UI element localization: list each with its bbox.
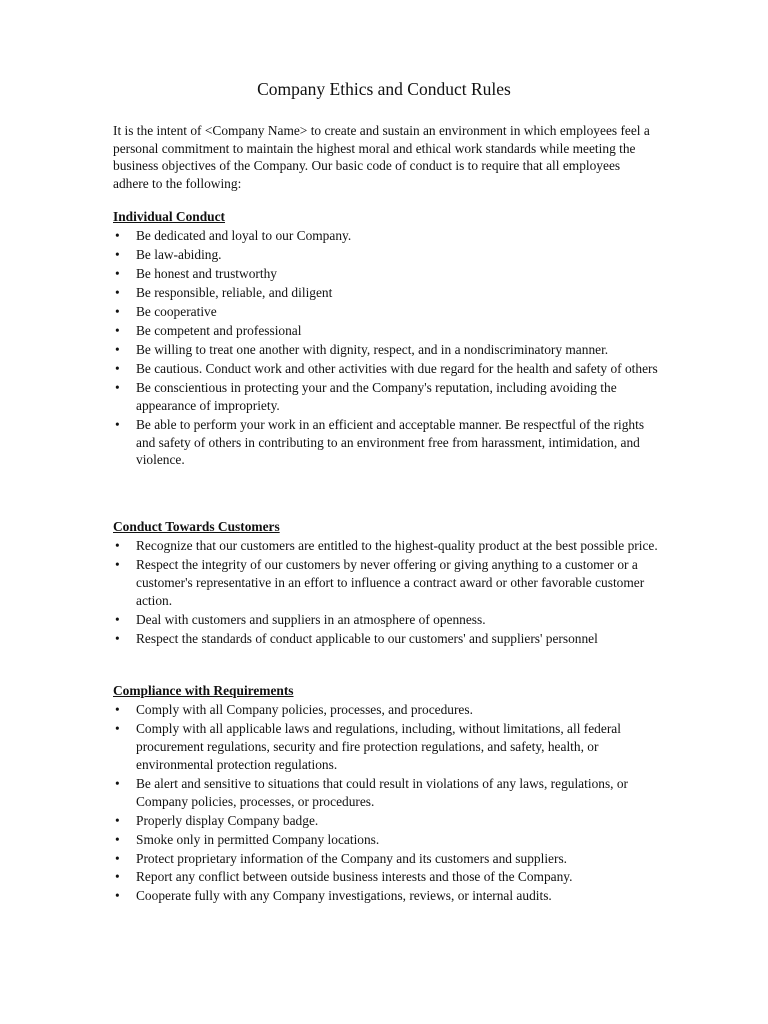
list-item: • Be competent and professional	[113, 322, 658, 340]
list-item: • Be cooperative	[113, 303, 658, 321]
intro-paragraph: It is the intent of <Company Name> to create and sustain an environment in which employees feel a personal commitment to maintain the highest moral and ethical work standards while meeting the business objectives of the Company. Our basic code of conduct is to require that all employees adhere to the following:	[113, 123, 650, 191]
list-item: • Report any conflict between outside business interests and those of the Company.	[113, 868, 658, 886]
list-item: • Smoke only in permitted Company locations.	[113, 831, 658, 849]
list-item: • Be conscientious in protecting your and the Company's reputation, including avoiding the appearance of impropriety.	[113, 379, 658, 415]
list-item: • Comply with all applicable laws and regulations, including, without limitations, all federal procurement regulations, security and fire protection regulations, and safety, health, or environmental protection regulations.	[113, 720, 658, 773]
list-item: • Be honest and trustworthy	[113, 265, 658, 283]
list-item: • Respect the integrity of our customers by never offering or giving anything to a customer or a customer's representative in an effort to influence a contract award or other favorable customer action.	[113, 556, 658, 609]
list-item: • Be dedicated and loyal to our Company.	[113, 227, 658, 245]
list-item: • Be able to perform your work in an efficient and acceptable manner. Be respectful of the rights and safety of others in contributing to an environment free from harassment, intimidation, and violence.	[113, 416, 658, 469]
list-item: • Comply with all Company policies, processes, and procedures.	[113, 701, 658, 719]
bullet-list	[113, 701, 658, 905]
bullet-list	[113, 537, 658, 647]
section-heading: Individual Conduct	[113, 209, 226, 224]
list-item: • Protect proprietary information of the Company and its customers and suppliers.	[113, 850, 658, 868]
list-item: • Recognize that our customers are entitled to the highest-quality product at the best possible price.	[113, 537, 658, 555]
section-heading: Compliance with Requirements	[113, 683, 294, 698]
list-item: • Properly display Company badge.	[113, 812, 658, 830]
section-heading: Conduct Towards Customers	[113, 519, 280, 534]
list-item: • Be law-abiding.	[113, 246, 658, 264]
list-item: • Respect the standards of conduct applicable to our customers' and suppliers' personnel	[113, 630, 658, 648]
section-individual-conduct	[113, 208, 658, 469]
list-item: • Be alert and sensitive to situations that could result in violations of any laws, regulations, or Company policies, processes, or procedures.	[113, 775, 658, 811]
list-item: • Cooperate fully with any Company investigations, reviews, or internal audits.	[113, 887, 658, 905]
list-item: • Deal with customers and suppliers in an atmosphere of openness.	[113, 611, 658, 629]
list-item: • Be willing to treat one another with dignity, respect, and in a nondiscriminatory manner.	[113, 341, 658, 359]
section-compliance-with-requirements	[113, 682, 658, 905]
section-conduct-towards-customers	[113, 518, 658, 648]
list-item: • Be responsible, reliable, and diligent	[113, 284, 658, 302]
document-title: Company Ethics and Conduct Rules	[257, 79, 511, 99]
list-item: • Be cautious. Conduct work and other activities with due regard for the health and safety of others	[113, 360, 658, 378]
bullet-list	[113, 227, 658, 469]
